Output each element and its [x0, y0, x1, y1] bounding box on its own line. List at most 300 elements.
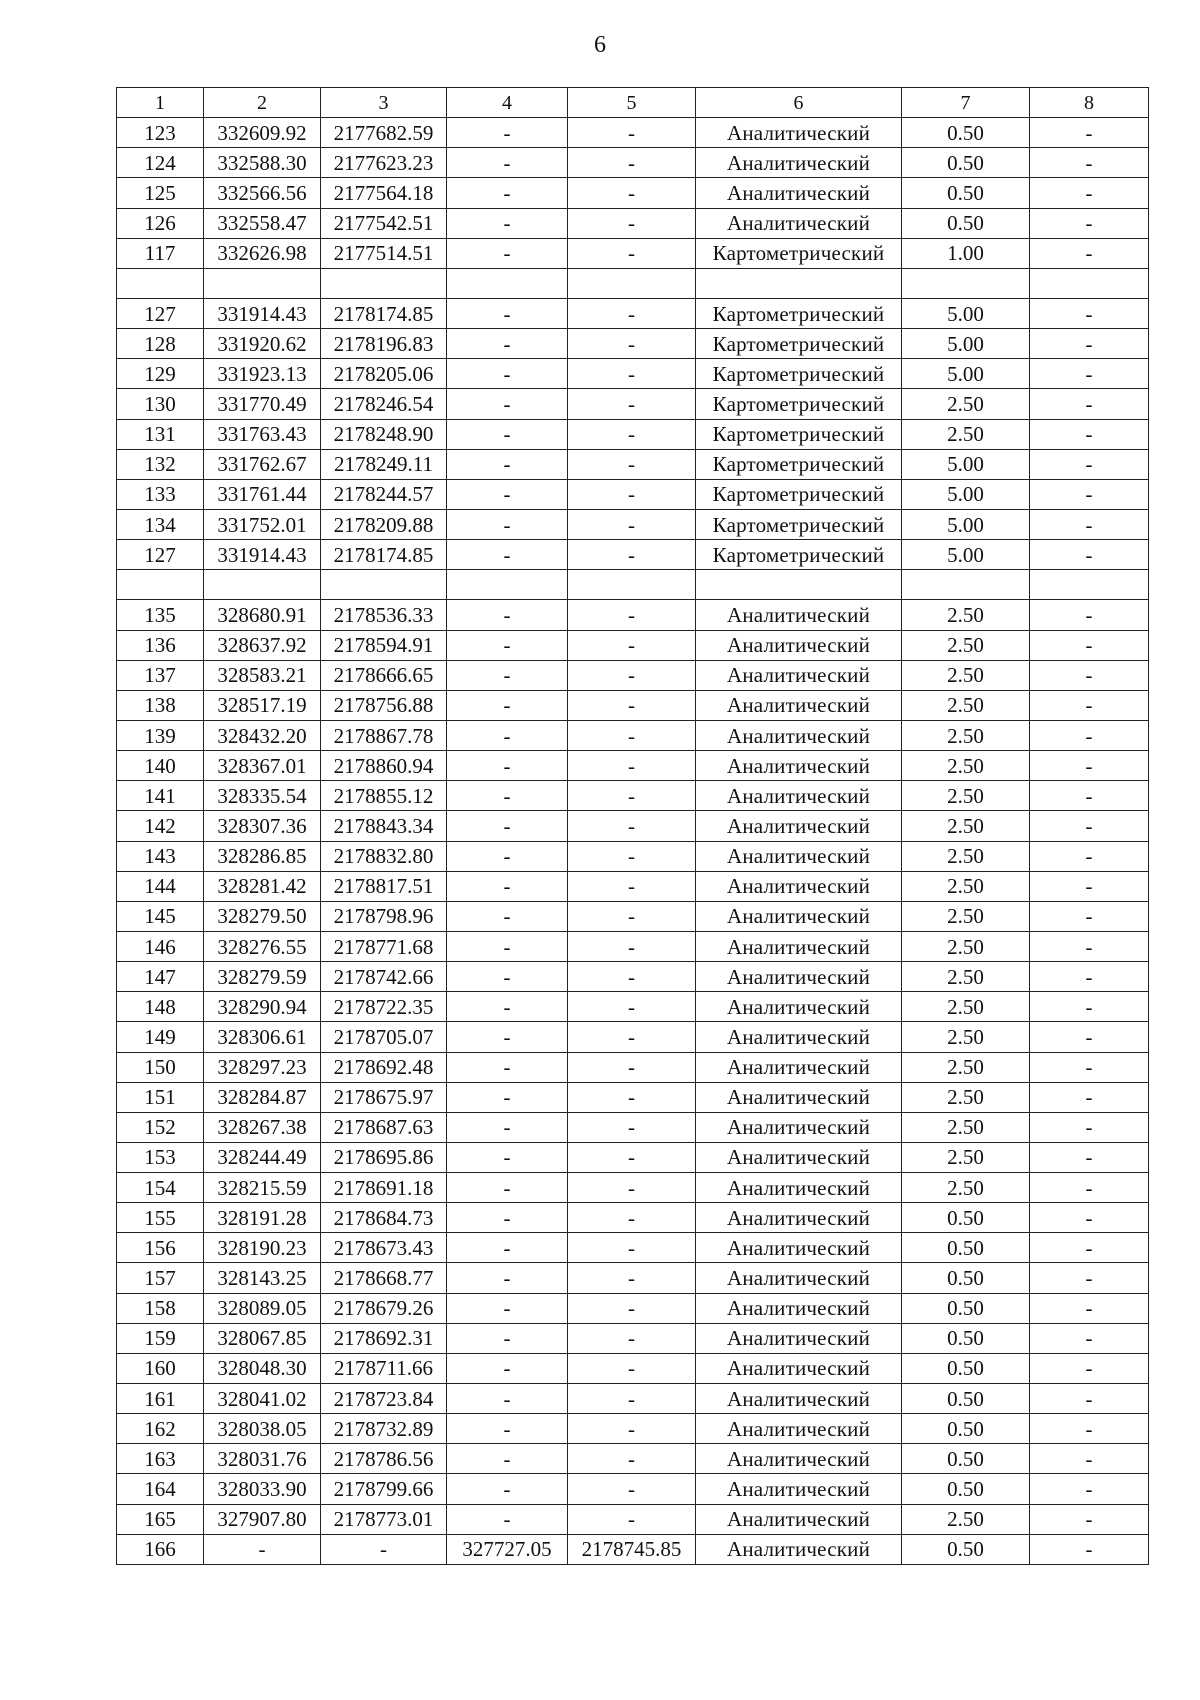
x-coordinate-cell: 328279.59	[204, 962, 321, 992]
x-new-cell: -	[447, 1353, 568, 1383]
x-new-cell: -	[447, 660, 568, 690]
description-cell: -	[1030, 178, 1149, 208]
y-new-cell: -	[568, 148, 696, 178]
header-col-4: 4	[447, 88, 568, 118]
table-row	[117, 630, 1149, 660]
x-new-cell: -	[447, 781, 568, 811]
accuracy-cell: 0.50	[902, 1414, 1030, 1444]
table-row	[117, 419, 1149, 449]
table-row	[117, 479, 1149, 509]
accuracy-cell: 2.50	[902, 931, 1030, 961]
y-coordinate-cell: 2178860.94	[321, 751, 447, 781]
x-new-cell: -	[447, 389, 568, 419]
x-new-cell: -	[447, 509, 568, 539]
y-coordinate-cell: 2178666.65	[321, 660, 447, 690]
y-coordinate-cell: 2178248.90	[321, 419, 447, 449]
accuracy-cell: 0.50	[902, 1474, 1030, 1504]
y-new-cell: -	[568, 962, 696, 992]
description-cell: -	[1030, 389, 1149, 419]
table-row	[117, 1414, 1149, 1444]
x-coordinate-cell: 328306.61	[204, 1022, 321, 1052]
point-number-cell: 156	[117, 1233, 204, 1263]
table-row	[117, 208, 1149, 238]
x-new-cell: -	[447, 1263, 568, 1293]
x-coordinate-cell: 328244.49	[204, 1142, 321, 1172]
y-coordinate-cell: 2178732.89	[321, 1414, 447, 1444]
x-coordinate-cell: 328276.55	[204, 931, 321, 961]
y-coordinate-cell: 2178675.97	[321, 1082, 447, 1112]
description-cell: -	[1030, 811, 1149, 841]
table-row	[117, 570, 1149, 600]
description-cell: -	[1030, 751, 1149, 781]
x-new-cell: -	[447, 600, 568, 630]
description-cell: -	[1030, 871, 1149, 901]
table-row	[117, 178, 1149, 208]
method-cell: Аналитический	[696, 660, 902, 690]
method-cell: Аналитический	[696, 1082, 902, 1112]
x-coordinate-cell: 331752.01	[204, 509, 321, 539]
accuracy-cell: 2.50	[902, 1052, 1030, 1082]
x-coordinate-cell: 328031.76	[204, 1444, 321, 1474]
y-coordinate-cell: 2178711.66	[321, 1353, 447, 1383]
x-new-cell: -	[447, 1052, 568, 1082]
accuracy-cell: 2.50	[902, 1082, 1030, 1112]
point-number-cell: 165	[117, 1504, 204, 1534]
y-new-cell: -	[568, 630, 696, 660]
description-cell: -	[1030, 1112, 1149, 1142]
x-new-cell: -	[447, 118, 568, 148]
description-cell: -	[1030, 660, 1149, 690]
point-number-cell: 151	[117, 1082, 204, 1112]
y-coordinate-cell: 2178692.48	[321, 1052, 447, 1082]
accuracy-cell: 5.00	[902, 540, 1030, 570]
method-cell: Аналитический	[696, 781, 902, 811]
table-row	[117, 1112, 1149, 1142]
y-new-cell: -	[568, 509, 696, 539]
y-new-cell: -	[568, 479, 696, 509]
description-cell: -	[1030, 1474, 1149, 1504]
accuracy-cell: 5.00	[902, 359, 1030, 389]
table-row	[117, 992, 1149, 1022]
table-row	[117, 811, 1149, 841]
table-row	[117, 1534, 1149, 1564]
description-cell: -	[1030, 1353, 1149, 1383]
accuracy-cell: 2.50	[902, 690, 1030, 720]
method-cell: Картометрический	[696, 389, 902, 419]
y-coordinate-cell: 2178174.85	[321, 540, 447, 570]
method-cell: Картометрический	[696, 359, 902, 389]
method-cell: Аналитический	[696, 1444, 902, 1474]
x-new-cell: -	[447, 298, 568, 328]
x-coordinate-cell: 328307.36	[204, 811, 321, 841]
y-coordinate-cell: 2177514.51	[321, 238, 447, 268]
method-cell: Аналитический	[696, 1353, 902, 1383]
y-new-cell: -	[568, 298, 696, 328]
accuracy-cell: 0.50	[902, 148, 1030, 178]
y-new-cell	[568, 268, 696, 298]
method-cell: Аналитический	[696, 901, 902, 931]
y-coordinate-cell: 2178244.57	[321, 479, 447, 509]
y-new-cell: -	[568, 1022, 696, 1052]
accuracy-cell: 2.50	[902, 992, 1030, 1022]
x-coordinate-cell: 331914.43	[204, 298, 321, 328]
description-cell: -	[1030, 1384, 1149, 1414]
accuracy-cell: 2.50	[902, 962, 1030, 992]
y-coordinate-cell: 2178246.54	[321, 389, 447, 419]
point-number-cell: 123	[117, 118, 204, 148]
description-cell: -	[1030, 1203, 1149, 1233]
table-header-row	[117, 88, 1149, 118]
description-cell: -	[1030, 600, 1149, 630]
point-number-cell: 143	[117, 841, 204, 871]
description-cell: -	[1030, 630, 1149, 660]
x-coordinate-cell: 328284.87	[204, 1082, 321, 1112]
y-new-cell: -	[568, 329, 696, 359]
table-row	[117, 871, 1149, 901]
x-coordinate-cell: 328089.05	[204, 1293, 321, 1323]
table-row	[117, 1444, 1149, 1474]
x-new-cell: -	[447, 811, 568, 841]
x-coordinate-cell: 332609.92	[204, 118, 321, 148]
header-col-1: 1	[117, 88, 204, 118]
y-coordinate-cell: 2178691.18	[321, 1173, 447, 1203]
description-cell: -	[1030, 1173, 1149, 1203]
accuracy-cell: 5.00	[902, 329, 1030, 359]
x-coordinate-cell	[204, 268, 321, 298]
y-coordinate-cell: 2178832.80	[321, 841, 447, 871]
x-coordinate-cell: 328048.30	[204, 1353, 321, 1383]
x-new-cell: -	[447, 1384, 568, 1414]
accuracy-cell: 0.50	[902, 1534, 1030, 1564]
description-cell: -	[1030, 931, 1149, 961]
x-coordinate-cell	[204, 570, 321, 600]
x-new-cell: -	[447, 871, 568, 901]
table-body	[117, 118, 1149, 1565]
y-coordinate-cell: 2178798.96	[321, 901, 447, 931]
x-new-cell: -	[447, 901, 568, 931]
method-cell: Аналитический	[696, 1142, 902, 1172]
coordinates-table	[116, 87, 1149, 1565]
accuracy-cell: 2.50	[902, 600, 1030, 630]
point-number-cell: 157	[117, 1263, 204, 1293]
table-row	[117, 1323, 1149, 1353]
table-row	[117, 1203, 1149, 1233]
method-cell: Аналитический	[696, 751, 902, 781]
method-cell: Аналитический	[696, 1384, 902, 1414]
point-number-cell: 124	[117, 148, 204, 178]
table-row	[117, 751, 1149, 781]
x-coordinate-cell: 328067.85	[204, 1323, 321, 1353]
method-cell: Картометрический	[696, 329, 902, 359]
y-new-cell: -	[568, 178, 696, 208]
point-number-cell: 160	[117, 1353, 204, 1383]
x-coordinate-cell: 332588.30	[204, 148, 321, 178]
point-number-cell: 159	[117, 1323, 204, 1353]
method-cell: Аналитический	[696, 1203, 902, 1233]
y-coordinate-cell: 2178692.31	[321, 1323, 447, 1353]
description-cell: -	[1030, 238, 1149, 268]
point-number-cell: 141	[117, 781, 204, 811]
y-coordinate-cell: 2178668.77	[321, 1263, 447, 1293]
x-new-cell: -	[447, 1082, 568, 1112]
y-coordinate-cell: 2178817.51	[321, 871, 447, 901]
x-new-cell: -	[447, 1323, 568, 1353]
description-cell: -	[1030, 1444, 1149, 1474]
y-new-cell: -	[568, 419, 696, 449]
description-cell: -	[1030, 1052, 1149, 1082]
point-number-cell: 126	[117, 208, 204, 238]
y-coordinate-cell: 2178695.86	[321, 1142, 447, 1172]
x-new-cell: -	[447, 720, 568, 750]
accuracy-cell: 0.50	[902, 1293, 1030, 1323]
table-row	[117, 1504, 1149, 1534]
description-cell: -	[1030, 118, 1149, 148]
description-cell: -	[1030, 298, 1149, 328]
y-new-cell: -	[568, 1142, 696, 1172]
method-cell: Аналитический	[696, 871, 902, 901]
y-new-cell: -	[568, 359, 696, 389]
y-new-cell: -	[568, 238, 696, 268]
method-cell: Аналитический	[696, 992, 902, 1022]
point-number-cell: 146	[117, 931, 204, 961]
accuracy-cell: 0.50	[902, 1384, 1030, 1414]
description-cell	[1030, 570, 1149, 600]
accuracy-cell: 2.50	[902, 1173, 1030, 1203]
y-new-cell: -	[568, 118, 696, 148]
table-row	[117, 329, 1149, 359]
table-row	[117, 1474, 1149, 1504]
y-coordinate-cell: 2178205.06	[321, 359, 447, 389]
x-new-cell: -	[447, 1173, 568, 1203]
table-row	[117, 148, 1149, 178]
table-row	[117, 1142, 1149, 1172]
description-cell: -	[1030, 1263, 1149, 1293]
point-number-cell	[117, 268, 204, 298]
method-cell: Аналитический	[696, 931, 902, 961]
description-cell: -	[1030, 901, 1149, 931]
x-new-cell: -	[447, 1293, 568, 1323]
accuracy-cell: 5.00	[902, 509, 1030, 539]
method-cell: Аналитический	[696, 1504, 902, 1534]
method-cell: Аналитический	[696, 841, 902, 871]
method-cell: Аналитический	[696, 1414, 902, 1444]
accuracy-cell: 0.50	[902, 1444, 1030, 1474]
table-row	[117, 690, 1149, 720]
table-row	[117, 268, 1149, 298]
x-new-cell	[447, 570, 568, 600]
y-new-cell: -	[568, 1323, 696, 1353]
page-number: 6	[594, 32, 606, 58]
y-coordinate-cell: 2177542.51	[321, 208, 447, 238]
description-cell: -	[1030, 1233, 1149, 1263]
accuracy-cell: 2.50	[902, 811, 1030, 841]
point-number-cell: 158	[117, 1293, 204, 1323]
y-new-cell: -	[568, 1052, 696, 1082]
point-number-cell: 127	[117, 298, 204, 328]
y-new-cell	[568, 570, 696, 600]
y-coordinate-cell: 2178771.68	[321, 931, 447, 961]
point-number-cell: 132	[117, 449, 204, 479]
x-new-cell: 327727.05	[447, 1534, 568, 1564]
y-coordinate-cell: 2178742.66	[321, 962, 447, 992]
point-number-cell: 150	[117, 1052, 204, 1082]
table-row	[117, 509, 1149, 539]
description-cell: -	[1030, 329, 1149, 359]
accuracy-cell: 2.50	[902, 660, 1030, 690]
accuracy-cell	[902, 268, 1030, 298]
y-coordinate-cell: -	[321, 1534, 447, 1564]
point-number-cell: 139	[117, 720, 204, 750]
point-number-cell: 117	[117, 238, 204, 268]
method-cell: Картометрический	[696, 509, 902, 539]
table-row	[117, 1293, 1149, 1323]
description-cell: -	[1030, 781, 1149, 811]
method-cell: Картометрический	[696, 479, 902, 509]
table-row	[117, 931, 1149, 961]
point-number-cell: 164	[117, 1474, 204, 1504]
point-number-cell: 148	[117, 992, 204, 1022]
table-row	[117, 1384, 1149, 1414]
description-cell: -	[1030, 449, 1149, 479]
table-row	[117, 600, 1149, 630]
accuracy-cell: 0.50	[902, 208, 1030, 238]
table-row	[117, 449, 1149, 479]
point-number-cell: 138	[117, 690, 204, 720]
x-coordinate-cell: 328143.25	[204, 1263, 321, 1293]
description-cell: -	[1030, 720, 1149, 750]
y-coordinate-cell: 2178679.26	[321, 1293, 447, 1323]
description-cell: -	[1030, 962, 1149, 992]
x-coordinate-cell: 328297.23	[204, 1052, 321, 1082]
accuracy-cell	[902, 570, 1030, 600]
x-new-cell: -	[447, 329, 568, 359]
accuracy-cell: 2.50	[902, 419, 1030, 449]
x-new-cell: -	[447, 1142, 568, 1172]
x-coordinate-cell: 328267.38	[204, 1112, 321, 1142]
method-cell: Аналитический	[696, 1173, 902, 1203]
x-coordinate-cell: 328281.42	[204, 871, 321, 901]
description-cell: -	[1030, 690, 1149, 720]
x-new-cell: -	[447, 1112, 568, 1142]
y-new-cell: -	[568, 389, 696, 419]
y-coordinate-cell: 2178196.83	[321, 329, 447, 359]
y-new-cell: -	[568, 1082, 696, 1112]
accuracy-cell: 0.50	[902, 1233, 1030, 1263]
x-coordinate-cell: 328637.92	[204, 630, 321, 660]
x-new-cell: -	[447, 931, 568, 961]
header-col-5: 5	[568, 88, 696, 118]
accuracy-cell: 0.50	[902, 1263, 1030, 1293]
header-col-8: 8	[1030, 88, 1149, 118]
method-cell: Аналитический	[696, 690, 902, 720]
y-new-cell: -	[568, 449, 696, 479]
point-number-cell: 140	[117, 751, 204, 781]
y-new-cell: -	[568, 540, 696, 570]
x-coordinate-cell: 328286.85	[204, 841, 321, 871]
method-cell: Аналитический	[696, 148, 902, 178]
description-cell: -	[1030, 1293, 1149, 1323]
y-coordinate-cell: 2177682.59	[321, 118, 447, 148]
y-coordinate-cell: 2178536.33	[321, 600, 447, 630]
x-new-cell: -	[447, 751, 568, 781]
point-number-cell: 162	[117, 1414, 204, 1444]
y-new-cell: -	[568, 901, 696, 931]
method-cell: Аналитический	[696, 118, 902, 148]
accuracy-cell: 2.50	[902, 1112, 1030, 1142]
method-cell: Аналитический	[696, 600, 902, 630]
y-new-cell: -	[568, 660, 696, 690]
y-new-cell: -	[568, 1112, 696, 1142]
method-cell: Аналитический	[696, 1263, 902, 1293]
table-row	[117, 901, 1149, 931]
x-new-cell: -	[447, 1474, 568, 1504]
accuracy-cell: 2.50	[902, 871, 1030, 901]
y-new-cell: -	[568, 1444, 696, 1474]
table-row	[117, 1052, 1149, 1082]
x-coordinate-cell: 331762.67	[204, 449, 321, 479]
description-cell: -	[1030, 540, 1149, 570]
y-coordinate-cell: 2178673.43	[321, 1233, 447, 1263]
y-new-cell: -	[568, 751, 696, 781]
accuracy-cell: 5.00	[902, 298, 1030, 328]
accuracy-cell: 0.50	[902, 1323, 1030, 1353]
accuracy-cell: 2.50	[902, 901, 1030, 931]
header-col-6: 6	[696, 88, 902, 118]
method-cell: Аналитический	[696, 1534, 902, 1564]
point-number-cell: 125	[117, 178, 204, 208]
table-row	[117, 781, 1149, 811]
accuracy-cell: 2.50	[902, 389, 1030, 419]
description-cell	[1030, 268, 1149, 298]
point-number-cell: 163	[117, 1444, 204, 1474]
y-new-cell: -	[568, 841, 696, 871]
y-coordinate-cell: 2177564.18	[321, 178, 447, 208]
description-cell: -	[1030, 148, 1149, 178]
method-cell: Аналитический	[696, 962, 902, 992]
x-coordinate-cell: 328215.59	[204, 1173, 321, 1203]
y-coordinate-cell: 2178855.12	[321, 781, 447, 811]
description-cell: -	[1030, 359, 1149, 389]
method-cell: Аналитический	[696, 630, 902, 660]
point-number-cell: 128	[117, 329, 204, 359]
description-cell: -	[1030, 509, 1149, 539]
y-coordinate-cell	[321, 268, 447, 298]
x-new-cell: -	[447, 1504, 568, 1534]
x-new-cell: -	[447, 1022, 568, 1052]
accuracy-cell: 0.50	[902, 178, 1030, 208]
method-cell: Картометрический	[696, 540, 902, 570]
description-cell: -	[1030, 479, 1149, 509]
point-number-cell: 155	[117, 1203, 204, 1233]
method-cell: Аналитический	[696, 1233, 902, 1263]
point-number-cell: 137	[117, 660, 204, 690]
x-new-cell: -	[447, 1203, 568, 1233]
y-new-cell: -	[568, 931, 696, 961]
y-new-cell: -	[568, 871, 696, 901]
y-new-cell: -	[568, 1414, 696, 1444]
x-coordinate-cell: 332626.98	[204, 238, 321, 268]
x-new-cell: -	[447, 540, 568, 570]
accuracy-cell: 0.50	[902, 1203, 1030, 1233]
x-coordinate-cell: 328367.01	[204, 751, 321, 781]
header-col-2: 2	[204, 88, 321, 118]
x-coordinate-cell: 328033.90	[204, 1474, 321, 1504]
accuracy-cell: 2.50	[902, 841, 1030, 871]
point-number-cell: 133	[117, 479, 204, 509]
point-number-cell: 153	[117, 1142, 204, 1172]
y-coordinate-cell: 2178684.73	[321, 1203, 447, 1233]
point-number-cell: 154	[117, 1173, 204, 1203]
